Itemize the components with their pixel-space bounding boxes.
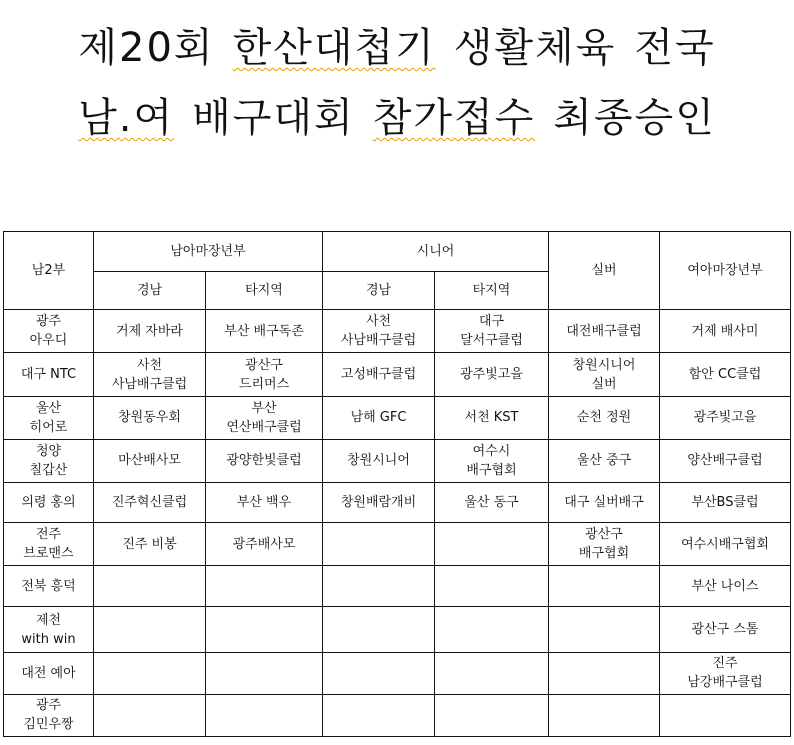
table-cell — [94, 694, 206, 736]
cell-text: 드리머스 — [238, 376, 290, 392]
title-word: 전국 — [634, 25, 716, 71]
table-cell — [4, 652, 94, 694]
table-cell — [94, 566, 206, 607]
cell-text: 사남배구클럽 — [111, 376, 188, 392]
table-cell — [206, 694, 323, 736]
table-cell — [4, 694, 94, 736]
header-women-amateur: 여아마장년부 — [660, 232, 791, 310]
table-cell — [435, 652, 549, 694]
title-word: 배구대회 — [192, 95, 355, 141]
table-cell — [206, 566, 323, 607]
table-cell — [549, 523, 660, 566]
table-cell — [323, 310, 435, 353]
cell-text: 사천 — [365, 314, 392, 330]
cell-text: 광양한빛클럽 — [226, 453, 302, 469]
table-cell — [4, 396, 94, 439]
cell-text: 광주빛고을 — [460, 367, 523, 383]
table-row — [4, 694, 791, 736]
table-cell — [206, 396, 323, 439]
cell-text: 순천 정원 — [576, 410, 632, 426]
cell-text: 칠갑산 — [29, 462, 68, 478]
participants-table — [3, 231, 791, 737]
header-gyeongnam: 경남 — [323, 272, 435, 310]
cell-text: 부산 백우 — [236, 495, 292, 511]
cell-text: 대구 NTC — [20, 367, 77, 383]
table-cell — [435, 439, 549, 482]
table-cell — [435, 694, 549, 736]
table-row — [4, 607, 791, 652]
title-word: 생활체육 — [453, 25, 617, 71]
table-cell — [549, 652, 660, 694]
cell-text: 부산 — [251, 400, 277, 416]
cell-text: 창원배람개비 — [340, 495, 417, 511]
title-word: 참가접수 — [372, 95, 536, 141]
header-other-region: 타지역 — [206, 272, 323, 310]
title-line-1 — [0, 24, 794, 72]
table-cell — [323, 439, 435, 482]
table-cell — [323, 482, 435, 522]
table-cell — [549, 439, 660, 482]
table-cell — [435, 566, 549, 607]
table-cell — [94, 482, 206, 522]
header-gyeongnam: 경남 — [94, 272, 206, 310]
table-cell — [549, 566, 660, 607]
table-row — [4, 353, 791, 396]
table-cell — [660, 607, 791, 652]
table-cell — [435, 353, 549, 396]
table-cell — [549, 353, 660, 396]
table-cell — [660, 523, 791, 566]
header-men-amateur: 남아마장년부 — [94, 232, 323, 272]
table-cell — [549, 694, 660, 736]
cell-text: 히어로 — [29, 419, 68, 435]
cell-text: 부산 나이스 — [691, 578, 759, 594]
title-line-2 — [0, 94, 794, 142]
cell-text: 사천 — [136, 357, 163, 373]
table-cell — [435, 607, 549, 652]
table-cell — [660, 482, 791, 522]
title-word: 제20회 — [78, 25, 215, 71]
table-cell — [4, 523, 94, 566]
table-cell — [435, 482, 549, 522]
table-cell — [323, 523, 435, 566]
cell-text: 광주빛고을 — [693, 410, 757, 426]
table-cell — [660, 566, 791, 607]
table-cell — [94, 607, 206, 652]
table-cell — [206, 523, 323, 566]
cell-text: 창원시니어 — [347, 453, 410, 469]
cell-text: 진주혁신클럽 — [111, 495, 188, 511]
table-cell — [323, 652, 435, 694]
table-row — [4, 523, 791, 566]
header-silver: 실버 — [549, 232, 660, 310]
table-cell — [660, 439, 791, 482]
cell-text: with win — [21, 631, 76, 647]
cell-text: 대전배구클럽 — [566, 323, 642, 339]
cell-text: 대전 예아 — [21, 665, 76, 681]
table-cell — [660, 310, 791, 353]
table-cell — [435, 396, 549, 439]
cell-text: 울산 — [35, 400, 62, 416]
table-cell — [94, 439, 206, 482]
cell-text: 김민우짱 — [23, 717, 74, 733]
table-cell — [549, 607, 660, 652]
table-body — [4, 310, 791, 737]
cell-text: 거제 자바라 — [116, 323, 183, 339]
table-cell — [4, 439, 94, 482]
cell-text: 대구 실버배구 — [564, 495, 644, 511]
cell-text: 함안 CC클럽 — [688, 367, 762, 383]
cell-text: 부산BS클럽 — [691, 495, 759, 511]
cell-text: 여수시배구협회 — [681, 536, 769, 552]
table-cell — [94, 396, 206, 439]
cell-text: 제천 — [35, 612, 62, 628]
table-cell — [94, 310, 206, 353]
table-cell — [206, 353, 323, 396]
table-row — [4, 566, 791, 607]
table-cell — [4, 566, 94, 607]
cell-text: 브로맨스 — [23, 546, 74, 562]
cell-text: 고성배구클럽 — [340, 367, 417, 383]
table-cell — [206, 310, 323, 353]
cell-text: 울산 동구 — [464, 495, 519, 511]
table-row — [4, 482, 791, 522]
table-row — [4, 396, 791, 439]
table-cell — [4, 353, 94, 396]
table-cell — [323, 607, 435, 652]
cell-text: 아우디 — [29, 333, 68, 349]
cell-text: 청양 — [35, 443, 62, 459]
table-cell — [4, 482, 94, 522]
cell-text: 여수시 — [472, 443, 511, 459]
table-cell — [94, 523, 206, 566]
cell-text: 광산구 스톰 — [691, 622, 759, 638]
header-men2: 남2부 — [4, 232, 94, 310]
table-cell — [206, 482, 323, 522]
cell-text: 전주 — [35, 527, 62, 543]
table-cell — [323, 566, 435, 607]
cell-text: 광주 — [35, 698, 62, 714]
table-cell — [206, 652, 323, 694]
table-cell — [549, 396, 660, 439]
table-cell — [94, 652, 206, 694]
cell-text: 연산배구클럽 — [226, 419, 302, 435]
table-cell — [323, 396, 435, 439]
cell-text: 배구협회 — [578, 546, 630, 562]
header-senior: 시니어 — [323, 232, 549, 272]
cell-text: 진주 비봉 — [122, 536, 177, 552]
cell-text: 서천 KST — [464, 410, 519, 426]
table-cell — [206, 439, 323, 482]
title-word: 한산대첩기 — [232, 25, 436, 71]
cell-text: 달서구클럽 — [460, 333, 523, 349]
cell-text: 마산배사모 — [118, 453, 181, 469]
table-cell — [206, 607, 323, 652]
table-cell — [435, 523, 549, 566]
cell-text: 광산구 — [585, 527, 623, 543]
table-cell — [549, 482, 660, 522]
cell-text: 실버 — [591, 376, 617, 392]
table-cell — [94, 353, 206, 396]
cell-text: 의령 홍의 — [21, 495, 76, 511]
table-row — [4, 439, 791, 482]
table-cell — [4, 310, 94, 353]
cell-text: 울산 중구 — [576, 453, 632, 469]
cell-text: 부산 배구독존 — [224, 323, 304, 339]
cell-text: 광산구 — [245, 357, 283, 373]
title-word: 남.여 — [78, 95, 175, 141]
table-cell — [435, 310, 549, 353]
title-word: 최종승인 — [553, 95, 716, 141]
table-row — [4, 310, 791, 353]
header-other-region: 타지역 — [435, 272, 549, 310]
table-cell — [660, 694, 791, 736]
cell-text: 사남배구클럽 — [340, 333, 417, 349]
cell-text: 배구협회 — [466, 462, 517, 478]
table-cell — [4, 607, 94, 652]
table-row — [4, 652, 791, 694]
cell-text: 광주배사모 — [232, 536, 296, 552]
cell-text: 양산배구클럽 — [687, 453, 763, 469]
cell-text: 남강배구클럽 — [687, 675, 763, 691]
table-cell — [660, 353, 791, 396]
cell-text: 거제 배사미 — [691, 323, 759, 339]
cell-text: 창원시니어 — [572, 357, 636, 373]
cell-text: 남해 GFC — [350, 410, 407, 426]
table-cell — [549, 310, 660, 353]
cell-text: 대구 — [478, 314, 505, 330]
cell-text: 진주 — [712, 656, 738, 672]
cell-text: 광주 — [35, 314, 62, 330]
table-cell — [660, 396, 791, 439]
table-cell — [323, 353, 435, 396]
cell-text: 창원동우회 — [118, 410, 181, 426]
table-cell — [323, 694, 435, 736]
cell-text: 전북 흥덕 — [21, 578, 76, 594]
table-cell — [660, 652, 791, 694]
